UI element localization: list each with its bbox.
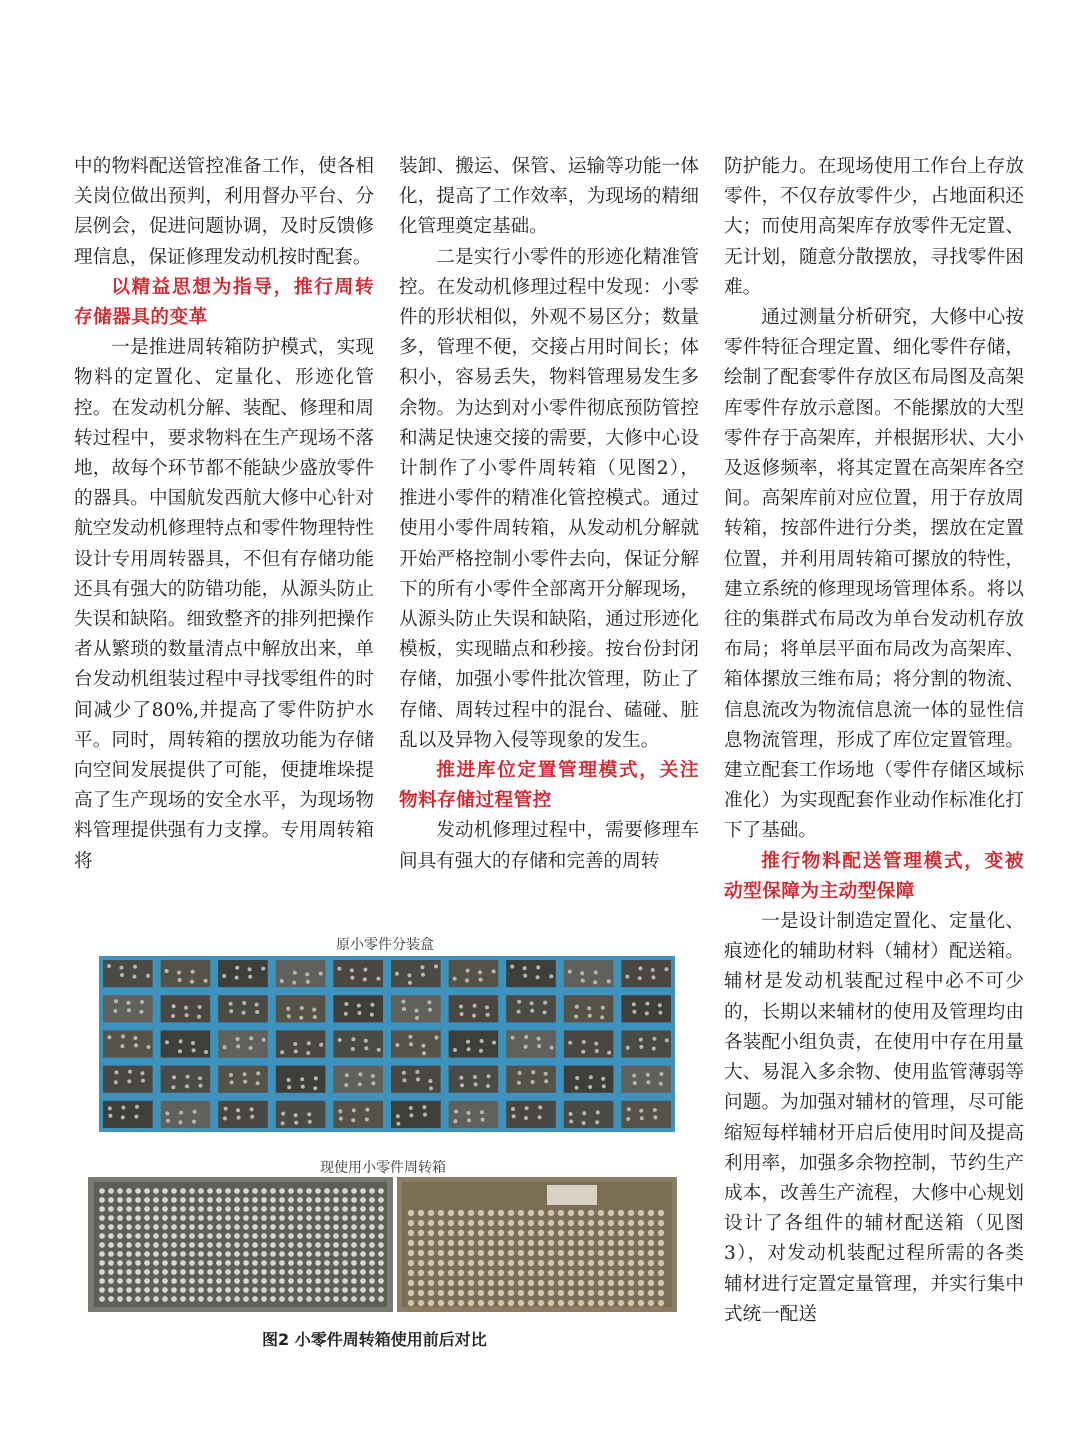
paragraph: 装卸、搬运、保管、运输等功能一体化，提高了工作效率，为现场的精细化管理奠定基础。 [399, 156, 699, 238]
paragraph: 中的物料配送管控准备工作，使各相关岗位做出预判，利用督办平台、分层例会，促进问题协调，及时反馈修理信息，保证修理发动机按时配套。 [74, 156, 374, 268]
new-parts-box-right-illustration [397, 1177, 677, 1312]
text-column-3 [724, 152, 1024, 1330]
photo-caption-new-box: 现使用小零件周转箱 [320, 1160, 446, 1176]
text-column-2 [399, 152, 699, 877]
old-parts-box-photo [99, 956, 675, 1132]
text-column-1 [74, 152, 374, 877]
old-parts-box-illustration [99, 956, 675, 1132]
figure-caption: 图2 小零件周转箱使用前后对比 [262, 1330, 487, 1349]
new-parts-box-left-illustration [88, 1177, 393, 1312]
new-parts-box-photo-right [397, 1177, 677, 1312]
paragraph: 一是推进周转箱防护模式，实现物料的定置化、定量化、形迹化管控。在发动机分解、装配、修理和周转过程中，要求物料在生产现场不落地，故每个环节都不能缺少盛放零件的器具。中国航发西航大修中心针对航空发动机修理特点和零件物理特性设计专用周转器具，不但有存储功能还具有强大的防错功能，从源头防止失误和缺陷。细致整齐的排列把操作者从繁琐的数量清点中解放出来，单台发动机组装过程中寻找零组件的时间减少了80%,并提高了零件防护水平。同时，周转箱的摆放功能为存储向空间发展提供了可能，便捷堆垛提高了生产现场的安全水平，为现场物料管理提供强有力支撑。专用周转箱将 [74, 337, 374, 872]
paragraph: 二是实行小零件的形迹化精准管控。在发动机修理过程中发现：小零件的形状相似，外观不易区分；数量多，管理不便，交接占用时间长；体积小，容易丢失，物料管理易发生多余物。为达到对小零件彻底预防管控和满足快速交接的需要，大修中心设计制作了小零件周转箱（见图2），推进小零件的精准化管控模式。通过使用小零件周转箱，从发动机分解就开始严格控制小零件去向，保证分解下的所有小零件全部离开分解现场，从源头防止失误和缺陷，通过形迹化模板，实现瞄点和秒接。按台份封闭存储，加强小零件批次管理，防止了存储、周转过程中的混台、磕碰、脏乱以及异物入侵等现象的发生。 [399, 246, 699, 751]
paragraph: 发动机修理过程中，需要修理车间具有强大的存储和完善的周转 [399, 820, 699, 872]
section-heading: 以精益思想为指导，推行周转存储器具的变革 [74, 276, 374, 329]
new-parts-box-photo-left [88, 1177, 393, 1312]
paragraph: 一是设计制造定置化、定量化、痕迹化的辅助材料（辅材）配送箱。辅材是发动机装配过程中必不可少的，长期以来辅材的使用及管理均由各装配小组负责，在使用中存在用量大、易混入多余物、使用监管薄弱等问题。为加强对辅材的管理，尽可能缩短每样辅材开启后使用时间及提高利用率，加强多余物控制，节约生产成本，改善生产流程，大修中心规划设计了各组件的辅材配送箱（见图3），对发动机装配过程所需的各类辅材进行定置定量管理，并实行集中式统一配送 [724, 911, 1024, 1325]
paragraph: 防护能力。在现场使用工作台上存放零件，不仅存放零件少，占地面积还大；而使用高架库存放零件无定置、无计划，随意分散摆放，寻找零件困难。 [724, 156, 1024, 298]
section-heading: 推进库位定置管理模式，关注物料存储过程管控 [399, 760, 699, 812]
photo-caption-old-box: 原小零件分装盒 [336, 937, 434, 953]
section-heading: 推行物料配送管理模式，变被动型保障为主动型保障 [724, 850, 1024, 902]
paragraph: 通过测量分析研究，大修中心按零件特征合理定置、细化零件存储，绘制了配套零件存放区布局图及高架库零件存放示意图。不能摞放的大型零件存于高架库，并根据形状、大小及返修频率，将其定置在高架库各空间。高架库前对应位置，用于存放周转箱，按部件进行分类，摆放在定置位置，并利用周转箱可摞放的特性，建立系统的修理现场管理体系。将以往的集群式布局改为单台发动机存放布局；将单层平面布局改为高架库、箱体摞放三维布局；将分割的物流、信息流改为物流信息流一体的显性信息物流管理，形成了库位定置管理。建立配套工作场地（零件存储区域标准化）为实现配套作业动作标准化打下了基础。 [724, 307, 1024, 842]
